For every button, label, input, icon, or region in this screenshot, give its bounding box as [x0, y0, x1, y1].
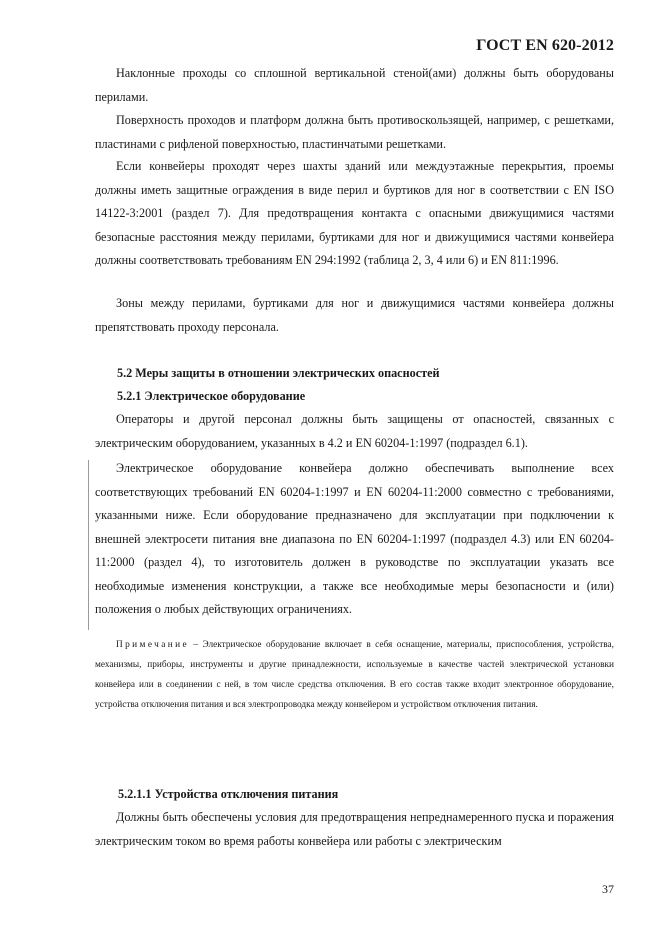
note-text: – Электрическое оборудование включает в себя оснащение, материалы, приспособления, устройства, механизмы, приборы, инструменты и другие принадлежности, используемые в качестве частей электрической установки конвейера или в соединении с ней, в том числе средства отключения. В его состав также входит электронное оборудование, устройства отключения питания и вся электропроводка между конвейером и устройством отключения питания. [95, 640, 614, 710]
document-header: ГОСТ EN 620-2012 [476, 37, 614, 54]
section-heading-5-2-1-1: 5.2.1.1 Устройства отключения питания [118, 787, 339, 801]
section-heading-5-2: 5.2 Меры защиты в отношении электрических опасностей [117, 366, 440, 380]
note-label: Примечание [116, 640, 189, 650]
paragraph-power-disconnect: Должны быть обеспечены условия для предотвращения непреднамеренного пуска и поражения электрическим током во время работы конвейера или работы с электрическим [95, 810, 614, 848]
paragraph-anti-slip-surface: Поверхность проходов и платформ должна быть противоскользящей, например, с решетками, пластинами с рифленой поверхностью, пластинчатыми решетками. [95, 113, 614, 151]
change-bar [88, 460, 89, 630]
note-electrical-equipment [95, 635, 614, 715]
section-heading-5-2-1: 5.2.1 Электрическое оборудование [117, 389, 306, 403]
paragraph-shaft-openings: Если конвейеры проходят через шахты зданий или междуэтажные перекрытия, проемы должны иметь защитные ограждения в виде перил и буртиков для ног в соответствии с EN ISO 14122-3:2001 (раздел 7). Для предотвращения контакта с опасными движущимися частями безопасные расстояния между перилами, буртиками для ног и движущимися частями конвейера должны соответствовать требованиям EN 294:1992 (таблица 2, 3, 4 или 6) и EN 811:1996. [95, 159, 614, 267]
paragraph-zones-between-railings: Зоны между перилами, буртиками для ног и движущимися частями конвейера должны препятствовать проходу персонала. [95, 296, 614, 334]
page-number: 37 [602, 882, 614, 896]
paragraph-inclined-walkways: Наклонные проходы со сплошной вертикальной стеной(ами) должны быть оборудованы перилами. [95, 66, 614, 104]
paragraph-operators-protection: Операторы и другой персонал должны быть защищены от опасностей, связанных с электрическим оборудованием, указанных в 4.2 и EN 60204-1:1997 (подраздел 6.1). [95, 412, 614, 450]
paragraph-electrical-equipment: Электрическое оборудование конвейера должно обеспечивать выполнение всех соответствующих требований EN 60204-1:1997 и EN 60204-11:2000 совместно с требованиями, указанными ниже. Если оборудование предназначено для эксплуатации при подключении к внешней электросети питания вне диапазона по EN 60204-1:1997 (подраздел 4.3) или EN 60204-11:2000 (раздел 4), то изготовитель должен в руководстве по эксплуатации указать все необходимые изменения конструкции, а также все необходимые меры безопасности и (или) положения о любых действующих ограничениях. [95, 461, 614, 616]
